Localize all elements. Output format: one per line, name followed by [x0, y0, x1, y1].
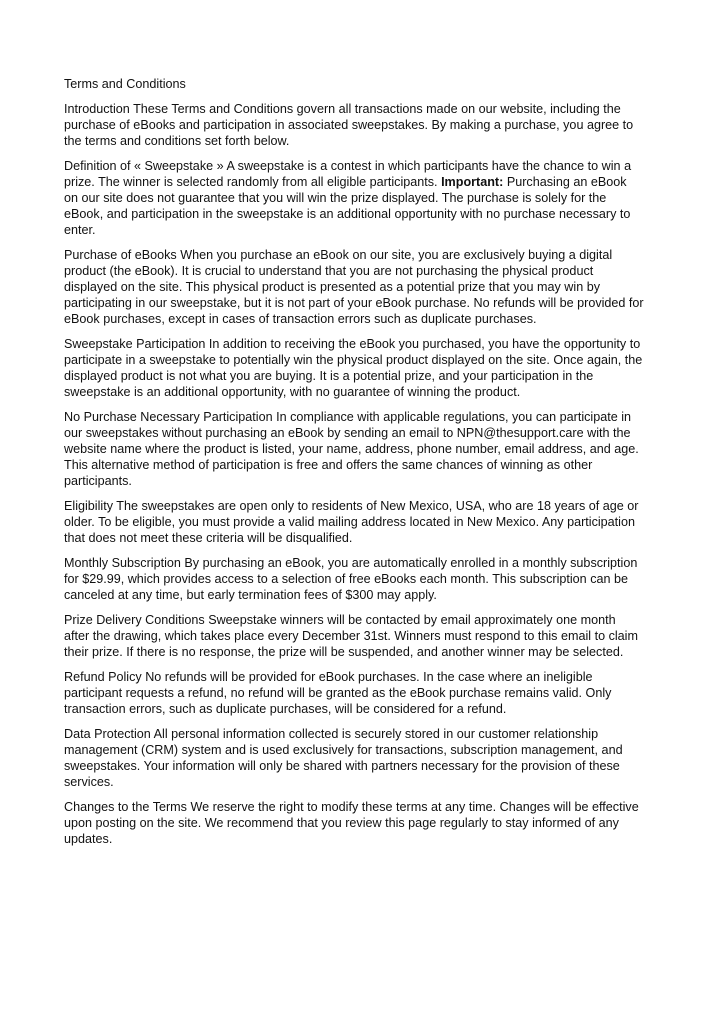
section-text: Sweepstake winners will be contacted by email approximately one month after the drawing, which takes place every December 31st. Winners must respond to this email to claim their prize. If there is no response, the prize will be suspended, and another winner may be selected. [64, 613, 638, 659]
section-no-purchase-necessary [64, 409, 644, 489]
section-text: The sweepstakes are open only to residents of New Mexico, USA, who are 18 years of age or older. To be eligible, you must provide a valid mailing address located in New Mexico. Any participation that does not meet these criteria will be disqualified. [64, 499, 639, 545]
section-text: A sweepstake is a contest in which participants have the chance to win a prize. The winner is selected randomly from all eligible participants. [64, 159, 632, 189]
section-text: In compliance with applicable regulations, you can participate in our sweepstakes without purchasing an eBook by sending an email to [64, 410, 632, 440]
section-eligibility [64, 498, 644, 546]
section-definition-sweepstake [64, 158, 644, 238]
section-text: These Terms and Conditions govern all transactions made on our website, including the purchase of eBooks and participation in associated sweepstakes. By making a purchase, you agree to the terms and conditions set forth below. [64, 102, 634, 148]
section-text: All personal information collected is securely stored in our customer relationship management (CRM) system and is used exclusively for transactions, subscription management, and sweepstakes. Your information will only be shared with partners necessary for the provision of these services. [64, 727, 623, 789]
section-text: No refunds will be provided for eBook purchases. In the case where an ineligible participant requests a refund, no refund will be granted as the eBook purchase remains valid. Only transaction errors, such as duplicate purchases, will be considered for a refund. [64, 670, 612, 716]
section-heading: Changes to the Terms [64, 800, 187, 814]
section-text: Purchasing an eBook on our site does not guarantee that you will win the prize displayed. The purchase is solely for the eBook, and participation in the sweepstake is an additional opportunity with no purchase necessary to enter. [64, 175, 631, 237]
section-heading: Purchase of eBooks [64, 248, 177, 262]
document-title: Terms and Conditions [64, 77, 186, 91]
section-heading: Data Protection [64, 727, 151, 741]
section-purchase-of-ebooks [64, 247, 644, 327]
section-text: When you purchase an eBook on our site, you are exclusively buying a digital product (the eBook). It is crucial to understand that you are not purchasing the physical product displayed on the site. This physical product is presented as a potential prize that you may win by participating in our sweepstake, but it is not part of your eBook purchase. No refunds will be provided for eBook purchases, except in cases of transaction errors such as duplicate purchases. [64, 248, 644, 326]
section-changes-to-terms [64, 799, 644, 847]
section-data-protection [64, 726, 644, 790]
section-heading: Eligibility [64, 499, 113, 513]
section-introduction [64, 101, 644, 149]
section-monthly-subscription [64, 555, 644, 603]
section-heading: Introduction [64, 102, 130, 116]
section-refund-policy [64, 669, 644, 717]
section-heading: Monthly Subscription [64, 556, 181, 570]
section-text: We reserve the right to modify these terms at any time. Changes will be effective upon posting on the site. We recommend that you review this page regularly to stay informed of any updates. [64, 800, 639, 846]
section-prize-delivery [64, 612, 644, 660]
section-heading: Prize Delivery Conditions [64, 613, 205, 627]
section-text: with the website name where the product is listed, your name, address, phone number, email address, and age. This alternative method of participation is free and offers the same chances of winning as other participants. [64, 426, 639, 488]
section-heading: Refund Policy [64, 670, 142, 684]
section-heading: Definition of « Sweepstake » [64, 159, 224, 173]
npn-email-link[interactable]: NPN@thesupport.care [456, 426, 584, 440]
section-sweepstake-participation [64, 336, 644, 400]
section-text: In addition to receiving the eBook you purchased, you have the opportunity to participate in a sweepstake to potentially win the physical product displayed on the site. Once again, the displayed product is not what you are buying. It is a potential prize, and your participation in the sweepstake is an additional opportunity, with no guarantee of winning the product. [64, 337, 643, 399]
terms-document [64, 76, 644, 856]
important-label: Important: [441, 175, 504, 189]
section-heading: Sweepstake Participation [64, 337, 206, 351]
section-heading: No Purchase Necessary Participation [64, 410, 273, 424]
section-text: By purchasing an eBook, you are automatically enrolled in a monthly subscription for $29.99, which provides access to a selection of free eBooks each month. This subscription can be canceled at any time, but early termination fees of $300 may apply. [64, 556, 638, 602]
